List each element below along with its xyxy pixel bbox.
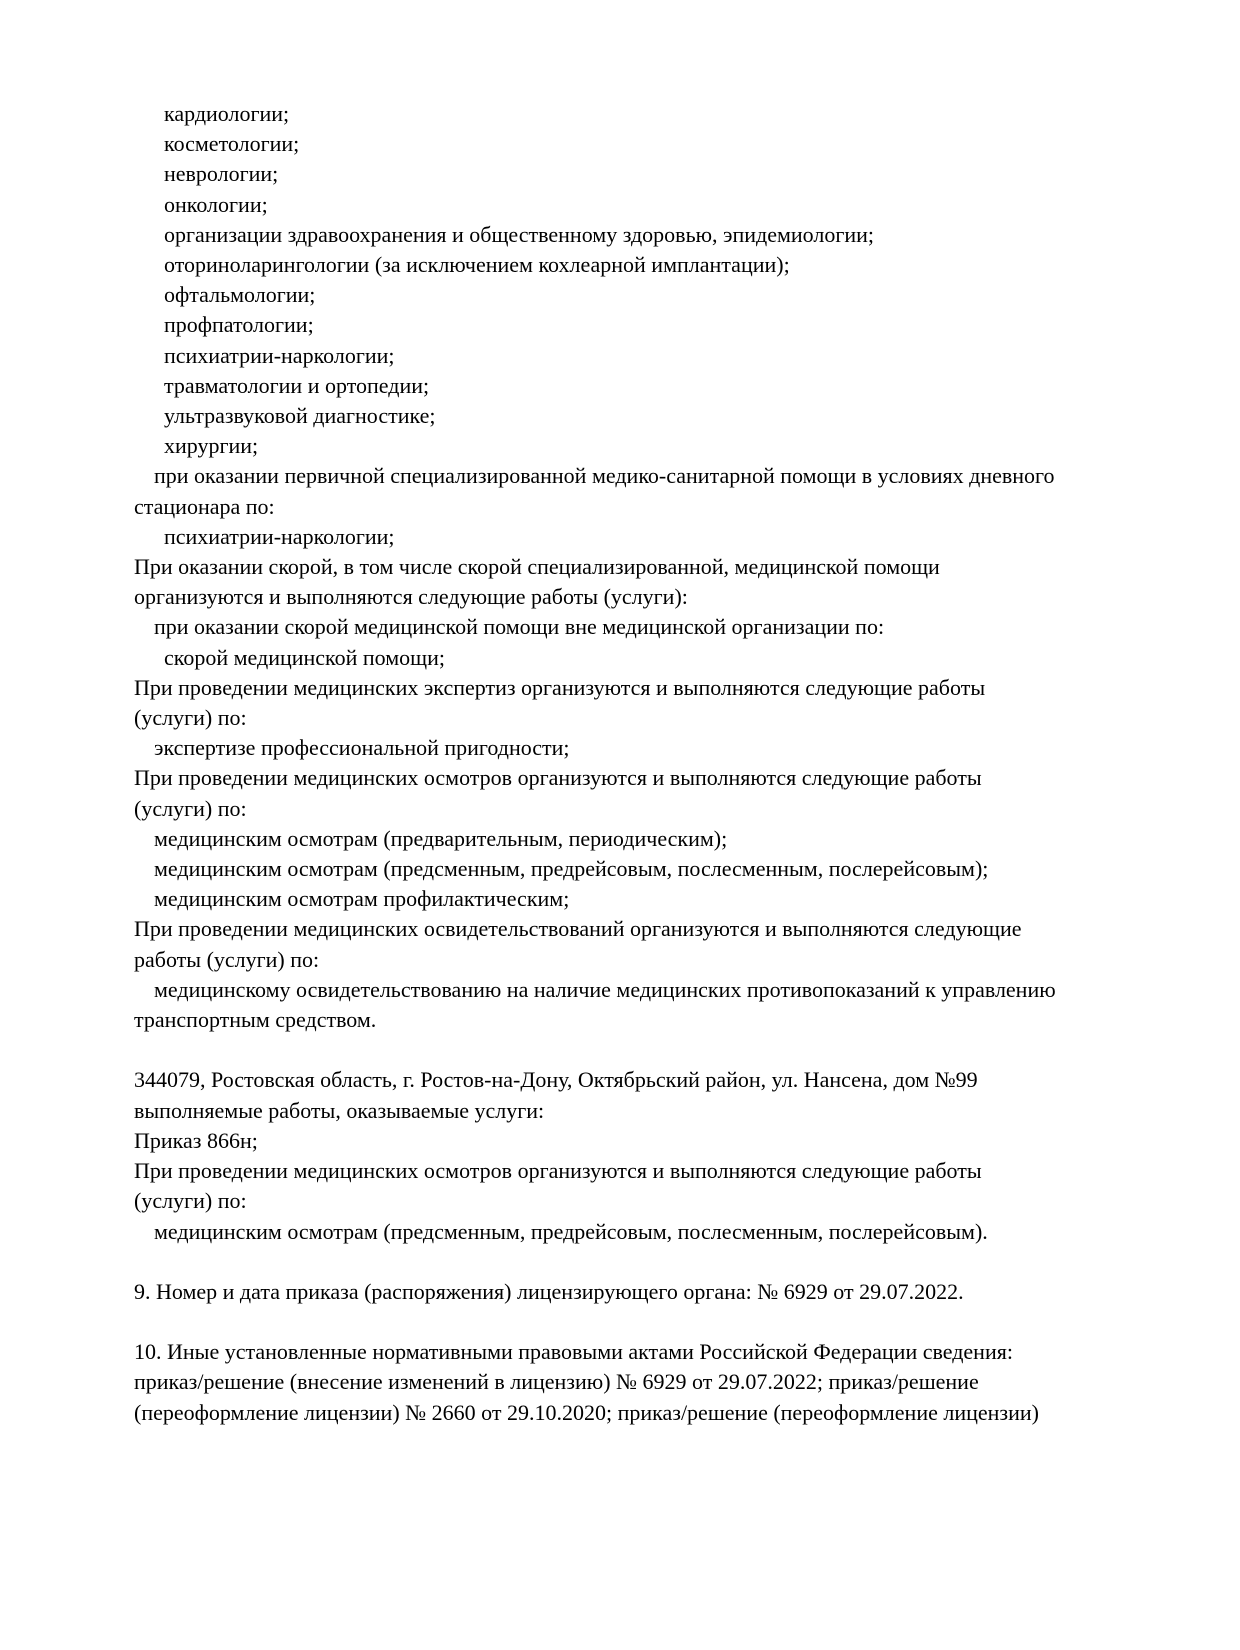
text-line: кардиологии; — [164, 101, 290, 126]
text-line: травматологии и ортопедии; — [164, 372, 430, 398]
text-line: работы (услуги) по: — [134, 946, 320, 972]
text-line: При проведении медицинских освидетельствований организуются и выполняются следующие — [134, 916, 1022, 942]
text-line: организации здравоохранения и общественному здоровью, эпидемиологии; — [164, 221, 875, 247]
text-line: При проведении медицинских осмотров организуются и выполняются следующие работы — [134, 765, 982, 791]
text-line: стационара по: — [134, 493, 275, 519]
text-line: медицинскому освидетельствованию на наличие медицинских противопоказаний к управлению — [154, 976, 1056, 1002]
text-line: профпатологии; — [164, 312, 314, 338]
text-line: экспертизе профессиональной пригодности; — [154, 735, 570, 761]
text-line: приказ/решение (внесение изменений в лицензию) № 6929 от 29.07.2022; приказ/решение — [134, 1369, 979, 1395]
text-line: выполняемые работы, оказываемые услуги: — [134, 1097, 545, 1123]
text-line: 10. Иные установленные нормативными правовыми актами Российской Федерации сведения: — [134, 1339, 1013, 1365]
text-line: (услуги) по: — [134, 1188, 247, 1214]
text-line: неврологии; — [164, 161, 279, 187]
text-line: хирургии; — [164, 433, 259, 459]
text-line: при оказании скорой медицинской помощи вне медицинской организации по: — [154, 614, 885, 640]
text-line: (услуги) по: — [134, 705, 247, 731]
text-line: При проведении медицинских осмотров организуются и выполняются следующие работы — [134, 1158, 982, 1184]
text-line: косметологии; — [164, 131, 300, 157]
text-line: офтальмологии; — [164, 282, 316, 308]
text-line: психиатрии-наркологии; — [164, 342, 395, 368]
text-line: при оказании первичной специализированной медико-санитарной помощи в условиях дневного — [154, 463, 1055, 489]
text-line: организуются и выполняются следующие работы (услуги): — [134, 584, 688, 610]
text-line: транспортным средством. — [134, 1007, 377, 1033]
blank-line — [134, 1247, 1174, 1277]
text-line: (услуги) по: — [134, 795, 247, 821]
text-line: медицинским осмотрам (предсменным, предрейсовым, послесменным, послерейсовым); — [154, 856, 989, 882]
blank-line — [134, 1035, 1174, 1065]
text-line: оториноларингологии (за исключением кохлеарной имплантации); — [164, 252, 790, 278]
text-line: Приказ 866н; — [134, 1127, 258, 1153]
text-line: медицинским осмотрам профилактическим; — [154, 886, 570, 912]
text-line: При проведении медицинских экспертиз организуются и выполняются следующие работы — [134, 674, 986, 700]
document-text-block — [134, 99, 1174, 1428]
text-line: психиатрии-наркологии; — [164, 523, 395, 549]
text-line: При оказании скорой, в том числе скорой специализированной, медицинской помощи — [134, 554, 940, 580]
text-line: ультразвуковой диагностике; — [164, 403, 436, 429]
text-line: медицинским осмотрам (предсменным, предрейсовым, послесменным, послерейсовым). — [154, 1218, 988, 1244]
blank-line — [134, 1307, 1174, 1337]
text-line: скорой медицинской помощи; — [164, 644, 446, 670]
text-line: 344079, Ростовская область, г. Ростов-на-Дону, Октябрьский район, ул. Нансена, дом №99 — [134, 1067, 978, 1093]
text-line: онкологии; — [164, 191, 268, 217]
text-line: (переоформление лицензии) № 2660 от 29.10.2020; приказ/решение (переоформление лицензии) — [134, 1399, 1039, 1425]
text-line: 9. Номер и дата приказа (распоряжения) лицензирующего органа: № 6929 от 29.07.2022. — [134, 1278, 964, 1304]
text-line: медицинским осмотрам (предварительным, периодическим); — [154, 825, 728, 851]
